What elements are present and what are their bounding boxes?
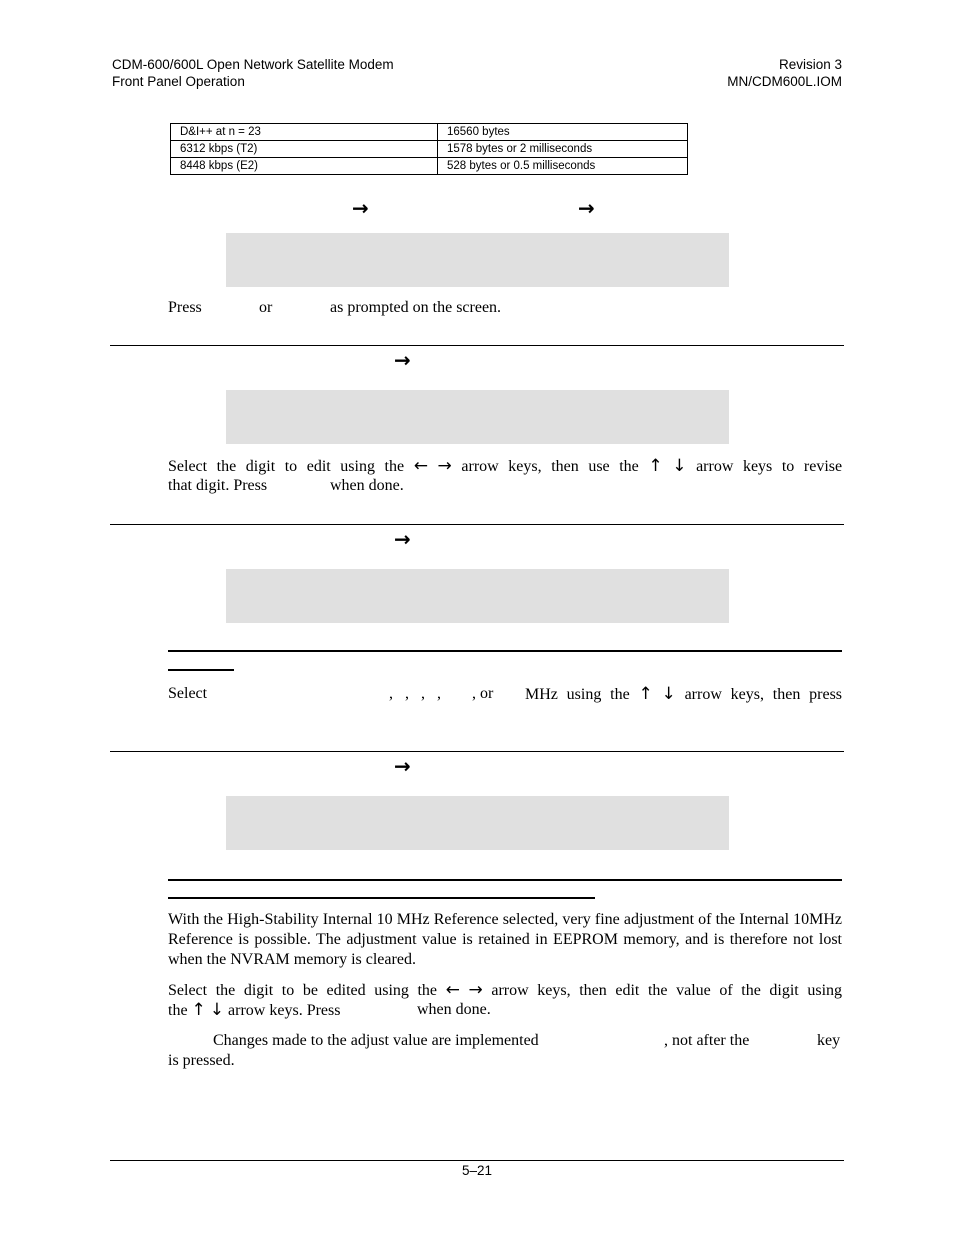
menu-path-arrow-icon: → [394,527,411,551]
or-text: or [259,299,273,316]
when-done-text: when done. [330,477,404,494]
when-done-text: when done. [417,1001,491,1018]
instruction-text: Select the digit to be edited using the [168,982,438,999]
header-right [727,56,842,90]
section4-line1 [168,980,842,1001]
section2-line1 [168,456,842,477]
instruction-text: MHz using the [525,686,630,703]
reference-adjust-paragraph: With the High-Stability Internal 10 MHz Reference selected, very fine adjustment of the Internal 10MHz Reference is possible. The adjustment value is retained in EEPROM memory, and is therefore not lost when the NVRAM memory is cleared. [168,911,842,968]
note-top-rule [168,879,842,881]
table-cell: 16560 bytes [438,124,688,141]
note-text: is pressed. [168,1052,235,1069]
table-cell: 8448 kbps (E2) [171,158,438,175]
page-number: 5–21 [461,1163,493,1178]
instruction-text: arrow keys to revise [696,458,843,475]
menu-path-arrow-icon: → [352,196,369,220]
note-text: , not after the [664,1032,750,1049]
note-text: key [817,1032,841,1049]
table-cell: D&I++ at n = 23 [171,124,438,141]
document-title: CDM-600/600L Open Network Satellite Modem [112,57,394,72]
section-divider [110,345,844,346]
prompt-text: as prompted on the screen. [330,299,502,316]
buffer-size-table [170,123,688,175]
chapter-title: Front Panel Operation [112,74,245,89]
section1-instruction [168,298,202,318]
note-top-rule [168,650,842,652]
instruction-text: arrow keys. Press [228,1002,341,1019]
revision-label: Revision 3 [778,57,842,72]
menu-path-arrow-icon: → [578,196,595,220]
section-divider [110,524,844,525]
lcd-display-panel [226,796,729,850]
note-heading-underline [168,669,234,671]
section-divider [110,751,844,752]
right-arrow-icon: → [468,980,483,1000]
instruction-text: the [168,1002,188,1019]
table-row [171,124,688,141]
note-heading-underline [168,897,595,899]
option-separators: , , , , [389,685,441,702]
left-arrow-icon: ← [445,980,460,1000]
up-arrow-icon: ↑ [191,1000,206,1020]
instruction-text: Select the digit to edit using the [168,458,405,475]
instruction-text: arrow keys, then edit the value of the digit using [491,982,843,999]
instruction-text: arrow keys, then use the [461,458,639,475]
right-arrow-icon: → [437,456,452,476]
left-arrow-icon: ← [413,456,428,476]
instruction-text: arrow keys, then press [684,686,843,703]
down-arrow-icon: ↓ [661,684,676,704]
down-arrow-icon: ↓ [209,1000,225,1020]
note-text: Changes made to the adjust value are implemented [213,1032,539,1049]
lcd-display-panel [226,233,729,287]
press-text: Press [168,299,202,316]
header-left [112,56,394,90]
down-arrow-icon: ↓ [672,456,687,476]
lcd-display-panel [226,569,729,623]
section4-line2 [168,1000,340,1021]
table-cell: 528 bytes or 0.5 milliseconds [438,158,688,175]
or-text: , or [472,685,494,702]
table-cell: 1578 bytes or 2 milliseconds [438,141,688,158]
table-row [171,141,688,158]
up-arrow-icon: ↑ [648,456,663,476]
section3-tail [525,684,842,705]
manual-number: MN/CDM600L.IOM [727,74,842,89]
footer-divider [110,1160,844,1161]
table-row [171,158,688,175]
section2-line2: that digit. Press [168,477,268,494]
table-cell: 6312 kbps (T2) [171,141,438,158]
menu-path-arrow-icon: → [394,754,411,778]
select-text: Select [168,685,208,702]
lcd-display-panel [226,390,729,444]
menu-path-arrow-icon: → [394,348,411,372]
up-arrow-icon: ↑ [638,684,653,704]
